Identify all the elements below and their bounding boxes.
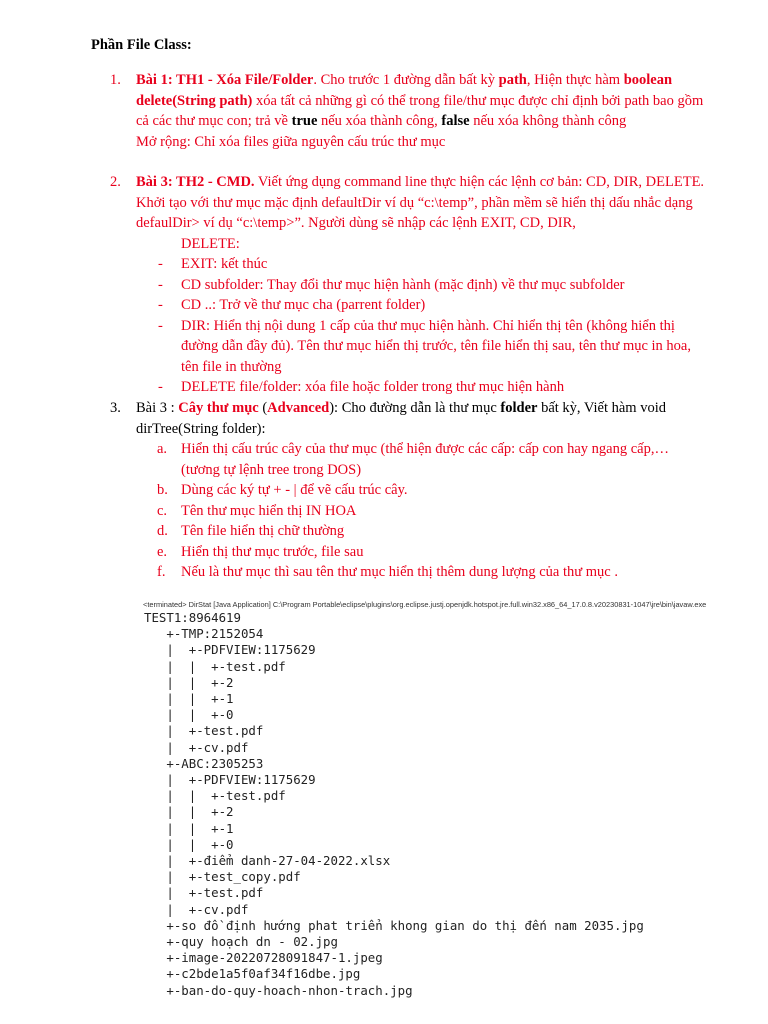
command-item: - CD subfolder: Thay đổi thư mục hiện hành (mặc định) về thư mục subfolder bbox=[158, 276, 625, 293]
exercise-3 bbox=[110, 398, 711, 583]
tree-line: +-so đồ định hướng phat triển khong gian do thị đến nam 2035.jpg bbox=[144, 917, 644, 933]
requirement-item: b. Dùng các ký tự + - | để vẽ cấu trúc cây. bbox=[157, 482, 408, 498]
exercise-1-text-1: . Cho trước 1 đường dẫn bất kỳ bbox=[313, 72, 499, 88]
exercise-1-text-4: nếu xóa thành công, bbox=[317, 113, 442, 129]
tree-output bbox=[142, 610, 722, 999]
exercise-1-text-2: , Hiện thực hàm bbox=[526, 72, 624, 88]
tree-line: | | +-1 bbox=[144, 691, 234, 707]
exercise-1-text-3: xóa tất cả những gì có thể trong file/thư mục được chỉ định bởi path bao gồm cả các thư mục con; trả về bbox=[136, 92, 704, 129]
exercise-2-number: 2. bbox=[110, 174, 121, 190]
tree-line: | | +-0 bbox=[144, 707, 234, 723]
tree-line: +-ABC:2305253 bbox=[144, 755, 264, 771]
exercise-3-advanced: Advanced bbox=[267, 400, 330, 416]
command-list bbox=[136, 254, 711, 398]
console-output bbox=[142, 600, 722, 1024]
exercise-3-number: 3. bbox=[110, 400, 121, 416]
tree-line: | +-test_copy.pdf bbox=[144, 869, 301, 885]
exercise-3-text-3: ): Cho đường dẫn là thư mục bbox=[329, 400, 501, 416]
requirement-item: c. Tên thư mục hiển thị IN HOA bbox=[157, 502, 357, 519]
requirement-item: e. Hiển thị thư mục trước, file sau bbox=[157, 543, 364, 560]
tree-line: | +-PDFVIEW:1175629 bbox=[144, 772, 316, 788]
exercise-3-text-4: bất kỳ, Viết hàm void dirTree(String folder): bbox=[136, 400, 666, 437]
exercise-2 bbox=[110, 172, 711, 398]
exercise-3-title: Cây thư mục bbox=[178, 400, 259, 416]
tree-line: | | +-0 bbox=[144, 836, 234, 852]
exercise-1-boolean: boolean bbox=[623, 72, 673, 88]
exercise-1-delete-signature: delete(String path) bbox=[136, 92, 253, 109]
exercise-3-text-2: ( bbox=[258, 400, 268, 416]
page-heading: Phần File Class: bbox=[91, 37, 192, 53]
tree-line: | | +-2 bbox=[144, 674, 234, 690]
tree-line: +-image-20220728091847-1.jpeg bbox=[144, 950, 383, 966]
console-title: <terminated> DirStat [Java Application] C:\Program Portable\eclipse\plugins\org.eclipse.justj.openjdk.hotspot.jre.full.win32.x86_64_17.0.8.v20230831-1047\jre\bin\javaw.exe bbox=[143, 600, 707, 609]
tree-line: | | +-2 bbox=[144, 804, 234, 820]
requirement-item: d. Tên file hiển thị chữ thường bbox=[157, 523, 345, 539]
exercise-2-description-end: DELETE: bbox=[181, 235, 240, 252]
tree-line: | +-test.pdf bbox=[144, 885, 264, 901]
command-item: - CD ..: Trở về thư mục cha (parrent folder) bbox=[158, 297, 426, 313]
requirement-list bbox=[136, 439, 711, 583]
exercise-3-folder: folder bbox=[500, 400, 538, 416]
exercise-3-text-1: Bài 3 : bbox=[136, 400, 179, 416]
tree-line: +-TMP:2152054 bbox=[144, 626, 264, 642]
requirement-item: f. Nếu là thư mục thì sau tên thư mục hiển thị thêm dung lượng của thư mục . bbox=[157, 564, 618, 580]
command-item: - DELETE file/folder: xóa file hoặc folder trong thư mục hiện hành bbox=[158, 379, 565, 395]
exercise-1 bbox=[110, 70, 711, 152]
exercise-1-number: 1. bbox=[110, 72, 121, 88]
exercise-1-text-5: nếu xóa không thành công bbox=[469, 113, 627, 129]
tree-line: | +-PDFVIEW:1175629 bbox=[144, 642, 316, 658]
tree-line: +-quy hoạch dn - 02.jpg bbox=[144, 934, 338, 950]
tree-line: | | +-test.pdf bbox=[144, 788, 286, 804]
exercise-1-extension: Mở rộng: Chỉ xóa files giữa nguyên cấu trúc thư mục bbox=[136, 133, 446, 150]
exercise-1-true: true bbox=[291, 113, 318, 129]
command-item: - DIR: Hiển thị nội dung 1 cấp của thư mục hiện hành. Chỉ hiển thị tên (không hiển thị đường dẫn đầy đủ). Tên thư mục hiển thị trước, tên file hiển thị sau, tên thư mục in hoa, tên file in thường bbox=[158, 317, 691, 375]
command-item: - EXIT: kết thúc bbox=[158, 256, 268, 272]
exercise-2-title: Bài 3: TH2 - CMD. bbox=[136, 174, 255, 190]
tree-line: | | +-test.pdf bbox=[144, 658, 286, 674]
tree-line: +-ban-do-quy-hoach-nhon-trach.jpg bbox=[144, 982, 413, 998]
exercise-2-description: Viết ứng dụng command line thực hiện các lệnh cơ bản: CD, DIR, DELETE. Khởi tạo với thư mục mặc định defaultDir ví dụ “c:\temp”, phần mềm sẽ hiển thị dấu nhắc dạng defaulDir> ví dụ “c:\temp>”. Người dùng sẽ nhập các lệnh EXIT, CD, DIR, bbox=[136, 174, 705, 231]
tree-line: | | +-1 bbox=[144, 820, 234, 836]
tree-line: | +-điểm danh-27-04-2022.xlsx bbox=[144, 853, 391, 869]
tree-line: +-c2bde1a5f0af34f16dbe.jpg bbox=[144, 966, 361, 982]
exercise-1-title: Bài 1: TH1 - Xóa File/Folder bbox=[136, 72, 314, 88]
tree-line: | +-cv.pdf bbox=[144, 901, 249, 917]
tree-line: | +-cv.pdf bbox=[144, 739, 249, 755]
exercise-1-path: path bbox=[498, 72, 527, 88]
exercise-1-false: false bbox=[441, 113, 470, 129]
tree-line: | +-test.pdf bbox=[144, 723, 264, 739]
tree-line: TEST1:8964619 bbox=[144, 610, 241, 625]
requirement-item: a. Hiển thị cấu trúc cây của thư mục (thể hiện được các cấp: cấp con hay ngang cấp,… (tương tự lệnh tree trong DOS) bbox=[157, 441, 669, 478]
